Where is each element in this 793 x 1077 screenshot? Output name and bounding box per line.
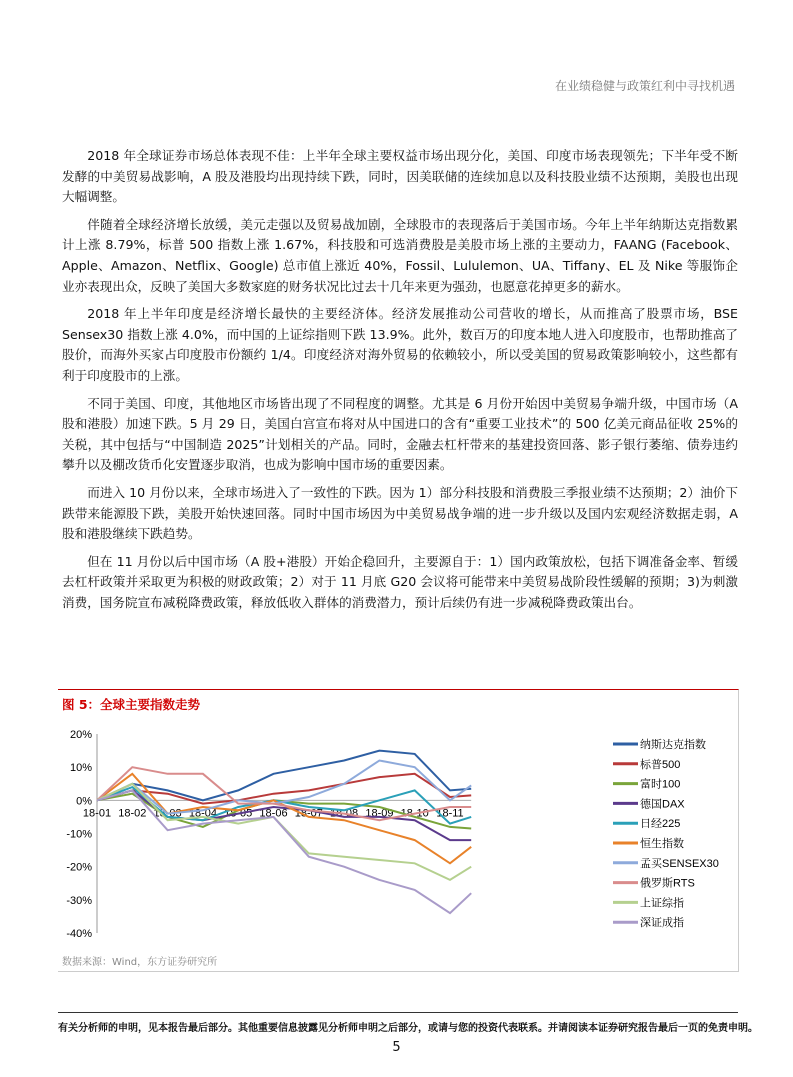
legend-label: 恒生指数 — [640, 838, 684, 850]
figure-source: 数据来源：Wind，东方证券研究所 — [62, 957, 218, 968]
legend-label: 俄罗斯RTS — [640, 877, 695, 890]
legend-label: 深证成指 — [640, 917, 684, 930]
legend-label: 富时100 — [640, 778, 681, 791]
y-tick-label: -30% — [66, 894, 92, 907]
y-tick-label: 20% — [69, 729, 92, 741]
legend-label: 孟买SENSEX30 — [640, 857, 719, 870]
y-tick-label: 10% — [69, 762, 92, 775]
paragraph: 伴随着全球经济增长放缓，美元走强以及贸易战加剧，全球股市的表现落后于美国市场。今年上半年纳斯达克指数累计上涨 8.79%，标普 500 指数上涨 1.67%，科技股和可选消费股是美股市场上涨的主要动力，FAANG (Facebook、Apple、Amazon、Netflix、Google) 总市值上涨近 40%，Fossil、Lululemon、UA、Tiffany、EL 及 Nike 等服饰企业亦表现出众，反映了美国大多数家庭的财务状况比过去十几年来更为强劲，也愿意花掉更多的薪水。 — [62, 216, 738, 294]
x-tick-label: 18-04 — [188, 807, 217, 820]
figure-title: 图 5：全球主要指数走势 — [62, 697, 201, 712]
x-tick-label: 18-10 — [400, 807, 429, 820]
legend-label: 德国DAX — [640, 798, 685, 811]
footer-disclaimer: 有关分析师的申明，见本报告最后部分。其他重要信息披露见分析师申明之后部分，或请与您的投资代表联系。并请阅读本证券研究报告最后一页的免责申明。 — [58, 1023, 758, 1034]
footer-divider — [58, 1012, 738, 1013]
paragraph: 2018 年上半年印度是经济增长最快的主要经济体。经济发展推动公司营收的增长，从而推高了股票市场，BSE Sensex30 指数上涨 4.0%，而中国的上证综指则下跌 13.9%。此外，数百万的印度本地人进入印度股市，也帮助推高了股价，而海外买家占印度股市份额约 1/4。印度经济对海外贸易的依赖较小，所以受美国的贸易政策影响较小，这些都有利于印度股市的上涨。 — [62, 306, 738, 383]
paragraph: 而进入 10 月份以来，全球市场进入了一致性的下跌。因为 1）部分科技股和消费股三季报业绩不达预期；2）油价下跌带来能源股下跌，美股开始快速回落。同时中国市场因为中美贸易战争端的进一步升级以及国内宏观经济数据走弱，A 股和港股继续下跌趋势。 — [62, 484, 738, 542]
legend-label: 纳斯达克指数 — [640, 739, 706, 751]
paragraph: 但在 11 月份以后中国市场（A 股+港股）开始企稳回升，主要源自于：1）国内政策放松，包括下调准备金率、暂缓去杠杆政策并采取更为积极的财政政策；2）对于 11 月底 G20 会议将可能带来中美贸易战阶段性缓解的预期；3)为刺激消费，国务院宣布减税降费政策，释放低收入群体的消费潜力，预计后续仍有进一步减税降费政策出台。 — [62, 553, 738, 610]
x-tick-label: 18-02 — [118, 807, 147, 820]
paragraph: 2018 年全球证券市场总体表现不佳：上半年全球主要权益市场出现分化，美国、印度市场表现领先；下半年受不断发酵的中美贸易战影响，A 股及港股均出现持续下跌，同时，因美联储的连续加息以及科技股业绩不达预期，美股也出现大幅调整。 — [62, 148, 738, 205]
x-tick-label: 18-07 — [294, 807, 323, 820]
legend-label: 上证综指 — [640, 897, 684, 910]
body-text — [62, 146, 738, 620]
running-header: 在业绩稳健与政策红利中寻找机遇 — [554, 79, 735, 93]
legend-label: 标普500 — [640, 758, 681, 771]
paragraph: 不同于美国、印度，其他地区市场皆出现了不同程度的调整。尤其是 6 月份开始因中美贸易争端升级，中国市场（A 股和港股）加速下跌。5 月 29 日，美国白宫宣布将对从中国进口的含有“重要工业技术”的 500 亿美元商品征收 25%的关税，其中包括与“中国制造 2025”计划相关的产品。同时，金融去杠杆带来的基建投资回落、影子银行萎缩、债券违约攀升以及棚改货币化安置逐步取消，也成为影响中国市场的重要因素。 — [62, 395, 738, 473]
legend-label: 日经225 — [640, 818, 681, 831]
x-tick-label: 18-08 — [330, 807, 359, 820]
page-number: 5 — [392, 1040, 401, 1055]
figure-5 — [58, 689, 739, 972]
x-tick-label: 18-01 — [82, 807, 112, 820]
x-tick-label: 18-03 — [153, 807, 182, 820]
x-tick-label: 18-06 — [259, 807, 288, 820]
y-tick-label: 0% — [76, 795, 92, 808]
x-tick-label: 18-05 — [224, 807, 253, 820]
y-tick-label: -10% — [66, 828, 92, 841]
x-tick-label: 18-09 — [365, 807, 394, 820]
x-tick-label: 18-11 — [436, 807, 464, 820]
y-tick-label: -20% — [66, 861, 92, 874]
y-tick-label: -40% — [66, 928, 92, 940]
line-chart — [58, 690, 738, 945]
